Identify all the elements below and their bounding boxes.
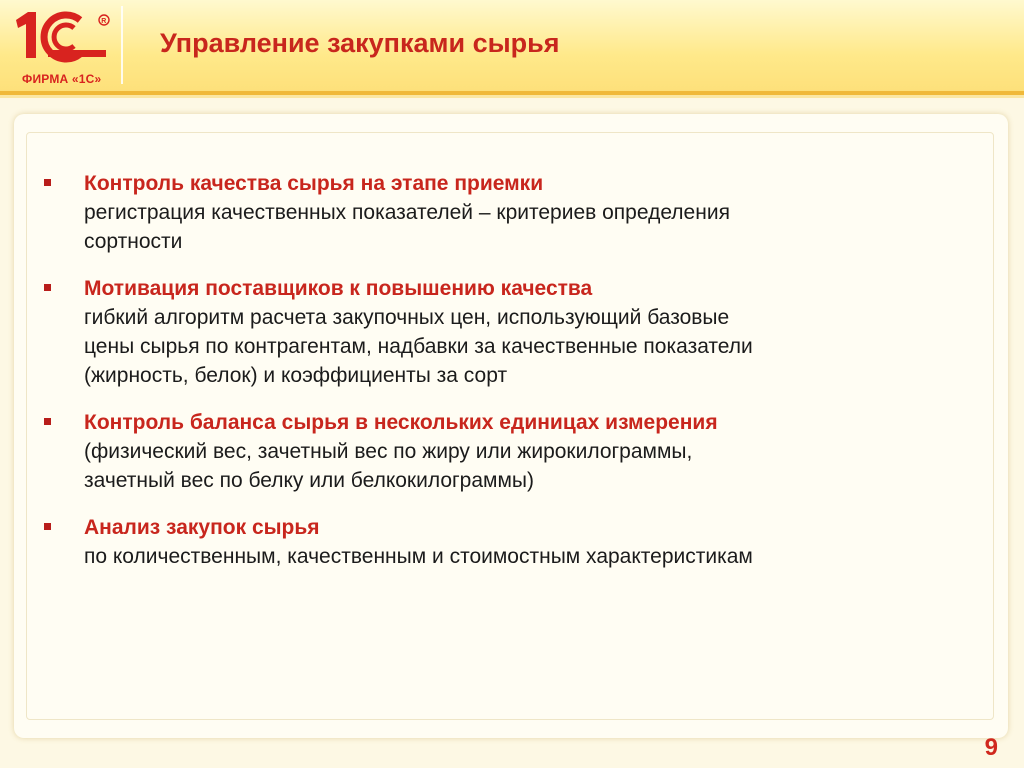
logo-caption: ФИРМА «1С»	[22, 72, 102, 86]
svg-text:R: R	[101, 18, 107, 25]
item-description-line: (жирность, белок) и коэффициенты за сорт	[84, 364, 508, 387]
list-item	[44, 514, 974, 571]
page-number: 9	[984, 734, 998, 761]
list-item	[44, 409, 974, 495]
list-item	[44, 275, 974, 390]
bullet-icon	[44, 523, 51, 530]
item-title: Мотивация поставщиков к повышению качества	[84, 277, 593, 300]
item-description-line: (физический вес, зачетный вес по жиру или жирокилограммы,	[84, 440, 693, 463]
item-description-line: регистрация качественных показателей – критериев определения	[84, 201, 730, 224]
bullet-icon	[44, 179, 51, 186]
item-title: Контроль баланса сырья в нескольких единицах измерения	[84, 411, 718, 434]
item-title: Контроль качества сырья на этапе приемки	[84, 172, 544, 195]
item-description-line: гибкий алгоритм расчета закупочных цен, использующий базовые	[84, 306, 730, 329]
list-item	[44, 170, 974, 256]
item-description-line: цены сырья по контрагентам, надбавки за качественные показатели	[84, 335, 753, 358]
company-logo	[8, 6, 116, 86]
slide-title: Управление закупками сырья	[160, 28, 560, 58]
item-description-line: по количественным, качественным и стоимостным характеристикам	[84, 545, 753, 568]
1c-logo-icon	[8, 6, 116, 66]
bullet-list	[44, 170, 974, 590]
header-divider-light	[0, 95, 1024, 98]
item-description-line: зачетный вес по белку или белкокилограммы)	[84, 469, 534, 492]
bullet-icon	[44, 284, 51, 291]
bullet-icon	[44, 418, 51, 425]
item-description-line: сортности	[84, 230, 183, 253]
item-title: Анализ закупок сырья	[84, 516, 320, 539]
logo-separator	[121, 6, 123, 84]
